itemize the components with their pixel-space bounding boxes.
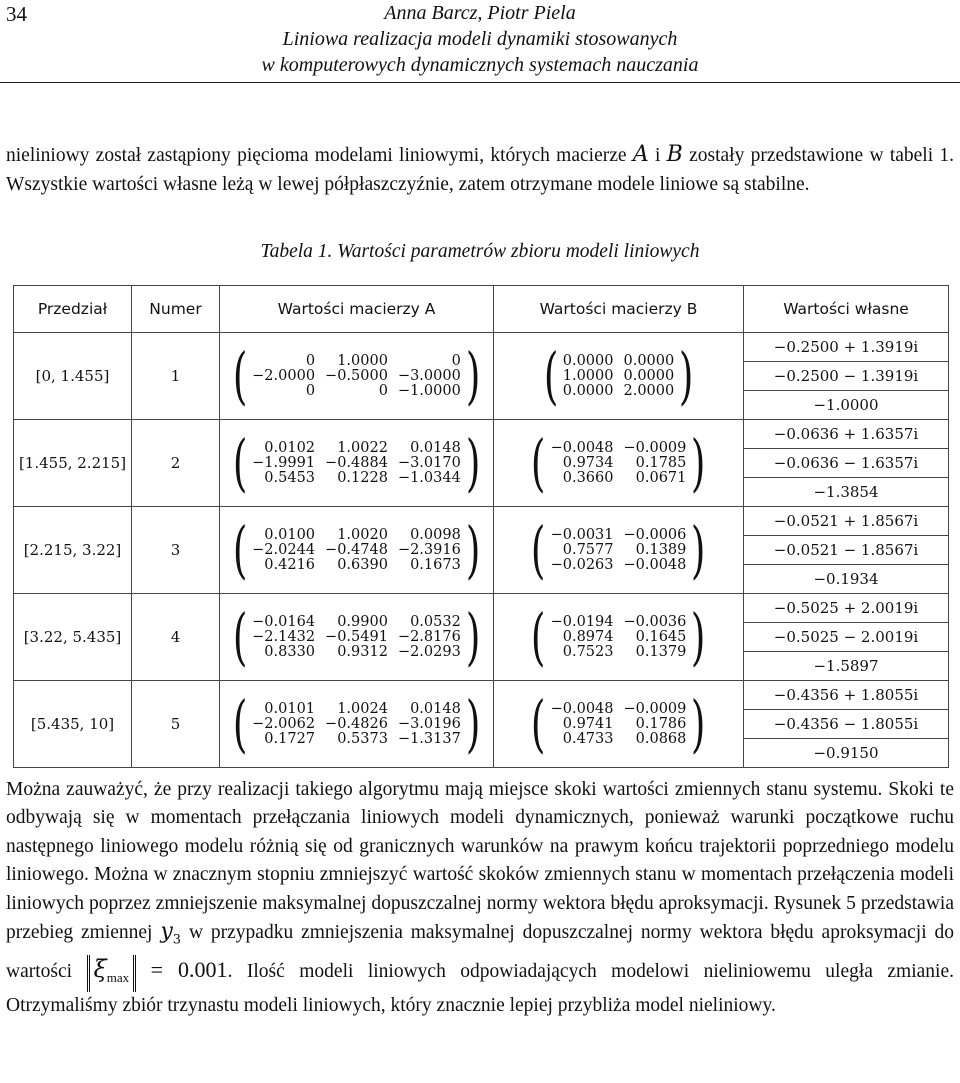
title-line-2: w komputerowych dynamicznych systemach nauczania: [261, 54, 699, 76]
title-line-1: Liniowa realizacja modeli dynamiki stosowanych: [282, 28, 678, 50]
left-paren: (: [232, 426, 248, 499]
matrix-grid: [252, 615, 461, 660]
matrix-entry: 0.1645: [635, 628, 687, 645]
matrix-entry: 0.0868: [635, 730, 687, 747]
matrix-grid: [252, 441, 461, 486]
matrix-entry: 0.0000: [623, 367, 675, 384]
matrix-entry: 0.1727: [264, 730, 316, 747]
matrix-entry: 0.9900: [337, 613, 388, 630]
matrix-entry: −2.0000: [252, 367, 316, 384]
matrix-entry: −0.4748: [325, 541, 388, 558]
eigenvalues-cell: [744, 333, 949, 420]
matrix-entry: −1.3137: [397, 730, 461, 747]
matrix-entry: −0.5491: [325, 628, 388, 645]
matrix-entry: −2.8176: [397, 628, 461, 645]
matrix-b-symbol: B: [666, 142, 683, 167]
matrix-grid: [551, 528, 687, 573]
matrix-b-cell: [494, 594, 744, 681]
table-row: [14, 507, 949, 594]
eigenvalue: −1.3854: [813, 483, 879, 501]
matrix-entry: −2.0244: [252, 541, 316, 558]
intro-text-2: zostały: [689, 145, 745, 166]
interval-cell: [2.215, 3.22]: [14, 507, 132, 594]
matrix-entry: 0: [451, 352, 461, 369]
matrix-entry: 1.0024: [337, 700, 388, 717]
matrix-entry: 0: [305, 352, 316, 369]
matrix-entry: 0.4733: [562, 730, 614, 747]
matrix-entry: 0.4216: [264, 556, 316, 573]
matrix-entry: −2.1432: [252, 628, 316, 645]
matrix-entry: 0.0671: [635, 469, 687, 486]
left-paren: (: [531, 513, 546, 586]
matrix-entry: 0.8974: [562, 628, 614, 645]
number-cell: 5: [132, 681, 220, 768]
matrix-entry: −0.4826: [325, 715, 388, 732]
matrix-entry: 0.0532: [410, 613, 461, 630]
eigenvalue: −1.0000: [813, 396, 879, 414]
body-text-1: Można zauważyć, że przy realizacji takiego algorytmu mają miejsce skoki wartości zmiennych stanu systemu. Skoki te odbywają się w momentach przełączania liniowych modeli dynamicznych, ponieważ warunki początkowe ruchu następnego liniowego modelu różnią się od granicznych warunków na prawym końcu trajektorii poprzedniego modelu liniowego. Można w znacznym stopniu zmniejszyć wartość skoków zmiennych stanu w momentach przełączenia modeli liniowych poprzez zmniejszenie maksymalnej dopuszczalnej normy wektora błędu aproksymacji. Rysunek 5 przedstawia przebieg zmiennej: [6, 779, 954, 944]
body-text-3: . Ilość modeli liniowych odpowiadających modelowi nieliniowemu uległa zmianie. Otrzymaliśmy zbiór trzynastu modeli liniowych, który znacznie lepiej przybliża model nieliniowy.: [6, 960, 954, 1017]
header-number: Numer: [132, 286, 220, 333]
matrix-entry: −0.0036: [623, 613, 687, 630]
table-row: [14, 594, 949, 681]
matrix-entry: 0.0000: [562, 382, 614, 399]
left-paren: (: [531, 687, 546, 760]
matrix-a-cell: [220, 681, 494, 768]
matrix-entry: −3.0000: [397, 367, 461, 384]
matrix-entry: 0.0148: [410, 700, 461, 717]
matrix-b-cell: [494, 420, 744, 507]
page-number: 34: [6, 2, 27, 26]
matrix-entry: −0.0009: [623, 439, 687, 456]
eigenvalue: −0.2500 − 1.3919i: [744, 362, 948, 391]
matrix-entry: 1.0022: [337, 439, 388, 456]
left-paren: (: [232, 513, 248, 586]
matrix-entry: −0.5000: [325, 367, 388, 384]
eigenvalue: −0.5025 − 2.0019i: [744, 623, 948, 652]
xi-value: = 0.001: [150, 956, 228, 982]
matrix-entry: 1.0000: [337, 352, 388, 369]
matrix-grid: [252, 702, 461, 747]
number-cell: 1: [132, 333, 220, 420]
matrix-entry: 0.1786: [635, 715, 687, 732]
number-cell: 4: [132, 594, 220, 681]
body-text-2: w przypadku zmniejszenia maksymalnej dopuszczalnej normy wektora błędu aproksymacji do wartości: [6, 922, 954, 982]
header-matrix-a: Wartości macierzy A: [220, 286, 494, 333]
running-head: [0, 0, 960, 78]
matrix-entry: −0.0164: [252, 613, 316, 630]
table-header-row: [14, 286, 949, 333]
left-paren: (: [232, 339, 248, 412]
matrix-entry: 0.0100: [264, 526, 316, 543]
matrix-entry: −1.0344: [397, 469, 461, 486]
right-paren: ): [691, 600, 706, 673]
eigenvalues-cell: [744, 681, 949, 768]
matrix-entry: 0: [305, 382, 316, 399]
table-row: [14, 333, 949, 420]
matrix-entry: 0.3660: [562, 469, 614, 486]
matrix-entry: 0.8330: [264, 643, 316, 660]
matrix-entry: 1.0020: [337, 526, 388, 543]
intro-word-i: i: [654, 145, 661, 166]
matrix-grid: [551, 615, 687, 660]
xi-norm: $\xi_{max}$: [87, 955, 137, 992]
eigenvalue: −0.4356 + 1.8055i: [744, 681, 948, 710]
table-caption: Tabela 1. Wartości parametrów zbioru modeli liniowych: [260, 241, 700, 262]
right-paren: ): [465, 426, 481, 499]
matrix-b-cell: [494, 507, 744, 594]
eigenvalue: −0.0521 + 1.8567i: [744, 507, 948, 536]
eigenvalues-cell: [744, 507, 949, 594]
matrix-entry: 1.0000: [562, 367, 614, 384]
intro-paragraph: [6, 140, 954, 199]
matrix-entry: 0.0102: [264, 439, 316, 456]
left-paren: (: [531, 426, 546, 499]
matrix-entry: 0: [378, 382, 388, 399]
matrix-entry: −1.9991: [252, 454, 316, 471]
interval-cell: [3.22, 5.435]: [14, 594, 132, 681]
right-paren: ): [679, 339, 694, 412]
header-interval: Przedział: [14, 286, 132, 333]
right-paren: ): [691, 513, 706, 586]
right-paren: ): [691, 426, 706, 499]
matrix-entry: −0.0006: [623, 526, 687, 543]
matrix-entry: 0.0098: [410, 526, 461, 543]
header-rule: [0, 82, 960, 83]
eigenvalues-cell: [744, 594, 949, 681]
matrix-entry: −2.0062: [252, 715, 316, 732]
table-row: [14, 681, 949, 768]
matrix-grid: [252, 528, 461, 573]
matrix-grid: [551, 441, 687, 486]
right-paren: ): [465, 513, 481, 586]
eigenvalue: −0.0521 − 1.8567i: [744, 536, 948, 565]
eigenvalue: −0.4356 − 1.8055i: [744, 710, 948, 739]
matrix-entry: 0.5453: [264, 469, 316, 486]
matrix-a-cell: [220, 420, 494, 507]
matrix-grid: [563, 354, 675, 399]
matrix-entry: −0.0194: [550, 613, 614, 630]
eigenvalue: −1.5897: [813, 657, 879, 675]
matrix-entry: 0.0101: [264, 700, 316, 717]
matrix-entry: 0.7577: [562, 541, 614, 558]
matrix-entry: 0.1389: [635, 541, 687, 558]
matrix-entry: 2.0000: [623, 382, 675, 399]
matrix-entry: −0.0009: [623, 700, 687, 717]
matrix-entry: 0.0148: [410, 439, 461, 456]
left-paren: (: [232, 600, 248, 673]
variable-y: $y_3$: [160, 919, 182, 948]
right-paren: ): [691, 687, 706, 760]
left-paren: (: [543, 339, 558, 412]
matrix-entry: 0.7523: [562, 643, 614, 660]
header-matrix-b: Wartości macierzy B: [494, 286, 744, 333]
matrix-entry: 0.0000: [623, 352, 675, 369]
matrix-b-cell: [494, 333, 744, 420]
matrix-entry: −2.0293: [397, 643, 461, 660]
interval-cell: [0, 1.455]: [14, 333, 132, 420]
matrix-entry: 0.9312: [337, 643, 388, 660]
interval-cell: [5.435, 10]: [14, 681, 132, 768]
eigenvalue: −0.2500 + 1.3919i: [744, 333, 948, 362]
table-row: [14, 420, 949, 507]
right-paren: ): [465, 339, 481, 412]
left-paren: (: [232, 687, 248, 760]
matrix-entry: 0.1228: [337, 469, 388, 486]
matrix-entry: 0.1785: [635, 454, 687, 471]
matrix-entry: 0.1379: [635, 643, 687, 660]
eigenvalue: −0.5025 + 2.0019i: [744, 594, 948, 623]
matrix-entry: 0.9741: [562, 715, 614, 732]
matrix-entry: −0.0263: [550, 556, 614, 573]
matrix-entry: −2.3916: [397, 541, 461, 558]
matrix-grid: [551, 702, 687, 747]
matrix-entry: 0.5373: [337, 730, 388, 747]
right-paren: ): [465, 600, 481, 673]
matrix-entry: −0.0048: [623, 556, 687, 573]
matrix-entry: −0.4884: [325, 454, 388, 471]
left-paren: (: [531, 600, 546, 673]
eigenvalues-cell: [744, 420, 949, 507]
matrix-a-cell: [220, 333, 494, 420]
number-cell: 3: [132, 507, 220, 594]
matrix-entry: 0.0000: [562, 352, 614, 369]
eigenvalue: −0.0636 − 1.6357i: [744, 449, 948, 478]
matrix-a-cell: [220, 594, 494, 681]
matrix-b-cell: [494, 681, 744, 768]
matrix-grid: [252, 354, 461, 399]
matrix-entry: −3.0170: [397, 454, 461, 471]
intro-text-3: przedstawione w tabeli 1. Wszystkie wartości własne leżą w lewej półpłaszczyźnie, zatem otrzymane modele liniowe są stabilne.: [6, 145, 955, 195]
right-paren: ): [465, 687, 481, 760]
eigenvalue: −0.1934: [813, 570, 879, 588]
matrix-entry: 0.6390: [337, 556, 388, 573]
matrix-entry: 0.9734: [562, 454, 614, 471]
matrix-entry: −0.0031: [550, 526, 614, 543]
matrix-entry: −0.0048: [550, 439, 614, 456]
authors: Anna Barcz, Piotr Piela: [384, 2, 576, 24]
parameters-table: [13, 285, 949, 768]
intro-text-1: nieliniowy został zastąpiony pięcioma modelami liniowymi, których macierze: [6, 145, 627, 166]
matrix-entry: −0.0048: [550, 700, 614, 717]
header-eigenvalues: Wartości własne: [744, 286, 949, 333]
body-paragraph: [6, 776, 954, 1021]
eigenvalue: −0.0636 + 1.6357i: [744, 420, 948, 449]
matrix-entry: −1.0000: [397, 382, 461, 399]
matrix-entry: −3.0196: [397, 715, 461, 732]
matrix-a-cell: [220, 507, 494, 594]
matrix-a-symbol: A: [632, 142, 649, 167]
number-cell: 2: [132, 420, 220, 507]
interval-cell: [1.455, 2.215]: [14, 420, 132, 507]
eigenvalue: −0.9150: [813, 744, 879, 762]
matrix-entry: 0.1673: [410, 556, 461, 573]
